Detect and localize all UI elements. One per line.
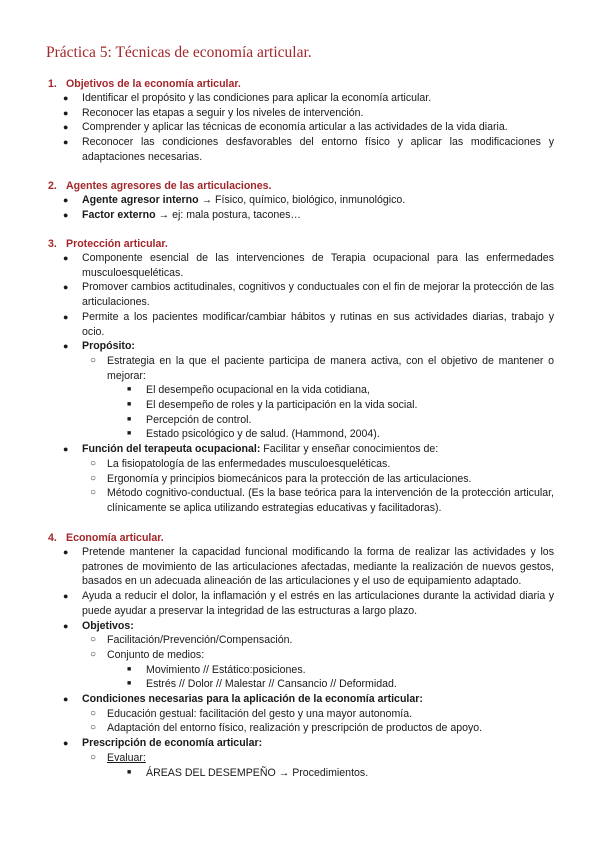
list-item: ● Pretende mantener la capacidad funcional modificando la forma de realizar las actividades y los patrones de movimiento de las articulaciones afectadas, mediante la realización de nuevos gestos, basados en un adecuada alineación de las articulaciones y el uso de equipamiento adaptado. — [63, 546, 554, 588]
bullet-icon: ● — [63, 137, 69, 148]
list-item: ● Condiciones necesarias para la aplicación de la economía articular: — [63, 693, 423, 706]
bullet-icon: ● — [63, 738, 69, 749]
section-body-1 — [0, 91, 600, 165]
list-item: ■ Estrés // Dolor // Malestar // Cansancio // Deformidad. — [127, 678, 397, 691]
bullet-icon: ● — [63, 341, 69, 352]
list-item: ● Agente agresor interno → Físico, químico, biológico, inmunológico. — [63, 194, 406, 206]
square-bullet-icon: ■ — [127, 430, 132, 438]
list-item: ● Prescripción de economía articular: — [63, 737, 263, 750]
bullet-icon: ● — [63, 547, 69, 557]
list-item: ● Componente esencial de las intervenciones de Terapia ocupacional para las enfermedades musculoesqueléticas. — [63, 252, 554, 279]
list-item: ○ Estrategia en la que el paciente participa de manera activa, con el objetivo de mantener o mejorar: — [90, 354, 554, 382]
section-title: Economía articular. — [66, 532, 164, 544]
list-item: ○ Método cognitivo-conductual. (Es la base teórica para la intervención de la protección articular, clínicamente se aplica utilizando estrategias educativas y facilitadoras). — [90, 487, 554, 514]
list-item: ● Permite a los pacientes modificar/cambiar hábitos y rutinas en sus actividades diarias, trabajo y ocio. — [63, 310, 554, 338]
document-title: Práctica 5: Técnicas de economía articular. — [46, 44, 312, 61]
square-bullet-icon: ■ — [127, 665, 132, 673]
list-item: ■ Percepción de control. — [127, 413, 252, 426]
bullet-icon: ● — [63, 444, 69, 455]
list-item: ● Objetivos: — [63, 619, 134, 632]
section-title: Agentes agresores de las articulaciones. — [66, 180, 272, 192]
section-body-4 — [0, 545, 600, 780]
list-item: ■ Estado psicológico y de salud. (Hammond, 2004). — [127, 428, 380, 441]
section-heading-2 — [48, 179, 272, 194]
list-item: ● Factor externo → ej: mala postura, tacones… — [63, 208, 302, 221]
square-bullet-icon: ■ — [127, 386, 132, 394]
list-item: ○ Adaptación del entorno físico, realización y prescripción de productos de apoyo. — [90, 722, 483, 735]
circle-bullet-icon: ○ — [90, 472, 97, 484]
square-bullet-icon: ■ — [127, 680, 132, 688]
circle-bullet-icon: ○ — [90, 457, 97, 469]
list-item: ■ El desempeño ocupacional en la vida cotidiana, — [127, 384, 370, 397]
list-item: ● Promover cambios actitudinales, cognitivos y conductuales con el fin de mejorar la protección de las articulaciones. — [63, 281, 554, 309]
list-item: ○ Ergonomía y principios biomecánicos para la protección de las articulaciones. — [90, 472, 472, 485]
bullet-icon: ● — [63, 253, 69, 263]
section-heading-3 — [48, 237, 168, 252]
list-item: ○ Facilitación/Prevención/Compensación. — [90, 634, 293, 647]
bullet-icon: ● — [63, 282, 69, 293]
circle-bullet-icon: ○ — [90, 707, 97, 719]
list-item: ● Reconocer las condiciones desfavorables del entorno físico y aplicar las modificaciones y adaptaciones necesarias. — [63, 136, 554, 163]
list-item: ■ Movimiento // Estático:posiciones. — [127, 663, 306, 676]
bullet-icon: ● — [63, 694, 69, 705]
list-item: ● Comprender y aplicar las técnicas de economía articular a las actividades de la vida diaria. — [63, 121, 508, 134]
list-item: ● Función del terapeuta ocupacional: Facilitar y enseñar conocimientos de: — [63, 443, 439, 456]
circle-bullet-icon: ○ — [90, 634, 97, 646]
list-item: ○ Educación gestual: facilitación del gesto y una mayor autonomía. — [90, 707, 413, 720]
circle-bullet-icon: ○ — [90, 487, 97, 499]
square-bullet-icon: ■ — [127, 401, 132, 409]
section-heading-4 — [48, 531, 164, 546]
section-body-2 — [0, 193, 600, 222]
list-item: ○ La fisiopatología de las enfermedades musculoesqueléticas. — [90, 457, 391, 470]
square-bullet-icon: ■ — [127, 415, 132, 423]
list-item: ● Identificar el propósito y las condiciones para aplicar la economía articular. — [63, 92, 432, 104]
list-item: ● Ayuda a reducir el dolor, la inflamación y el estrés en las articulaciones durante la actividad diaria y puede ayudar a preservar la integridad de las estructuras a largo plazo. — [63, 590, 554, 617]
bullet-icon: ● — [63, 122, 69, 133]
section-number: 4. — [48, 532, 57, 544]
list-item: ○ Conjunto de medios: — [90, 648, 205, 661]
bullet-icon: ● — [63, 591, 69, 602]
list-item: ■ ÁREAS DEL DESEMPEÑO → Procedimientos. — [127, 766, 369, 779]
section-number: 2. — [48, 180, 57, 192]
bullet-icon: ● — [63, 311, 69, 322]
section-number: 1. — [48, 78, 57, 90]
circle-bullet-icon: ○ — [90, 354, 97, 366]
list-item: ● Propósito: — [63, 340, 135, 353]
bullet-icon: ● — [63, 93, 69, 103]
list-item: ○ Evaluar: — [90, 751, 146, 764]
circle-bullet-icon: ○ — [90, 722, 97, 734]
section-title: Objetivos de la economía articular. — [66, 78, 241, 90]
section-title: Protección articular. — [66, 238, 168, 250]
square-bullet-icon: ■ — [127, 768, 132, 776]
bullet-icon: ● — [63, 209, 69, 220]
bullet-icon: ● — [63, 107, 69, 118]
bullet-icon: ● — [63, 195, 69, 205]
circle-bullet-icon: ○ — [90, 648, 97, 660]
list-item: ■ El desempeño de roles y la participación en la vida social. — [127, 399, 418, 412]
section-heading-1 — [48, 77, 241, 92]
list-item: ● Reconocer las etapas a seguir y los niveles de intervención. — [63, 106, 364, 119]
circle-bullet-icon: ○ — [90, 751, 97, 763]
section-number: 3. — [48, 238, 57, 250]
section-body-3 — [0, 251, 600, 516]
bullet-icon: ● — [63, 620, 69, 631]
